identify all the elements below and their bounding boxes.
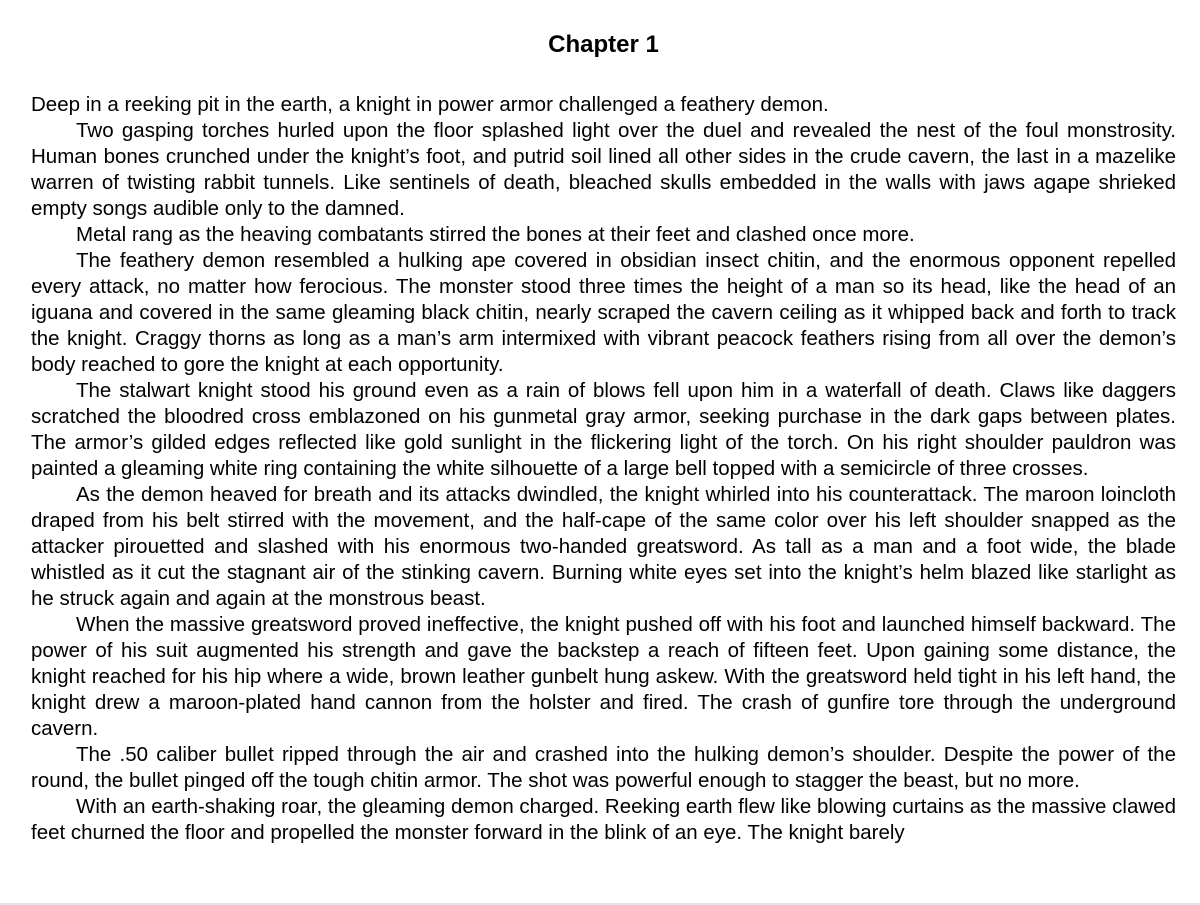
paragraph: Deep in a reeking pit in the earth, a knight in power armor challenged a feathery demon. — [31, 93, 829, 116]
paragraph: With an earth-shaking roar, the gleaming demon charged. Reeking earth flew like blowing curtains as the massive clawed feet churned the floor and propelled the monster forward in the blink of an eye. The knight barely — [31, 795, 1176, 844]
paragraph: When the massive greatsword proved ineffective, the knight pushed off with his foot and launched himself backward. The power of his suit augmented his strength and gave the backstep a reach of fifteen feet. Upon gaining some distance, the knight reached for his hip where a wide, brown leather gunbelt hung askew. With the greatsword held tight in his left hand, the knight drew a maroon-plated hand cannon from the holster and fired. The crash of gunfire tore through the underground cavern. — [31, 613, 1176, 740]
paragraph: Metal rang as the heaving combatants stirred the bones at their feet and clashed once more. — [76, 223, 915, 246]
paragraph: As the demon heaved for breath and its attacks dwindled, the knight whirled into his counterattack. The maroon loincloth draped from his belt stirred with the movement, and the half-cape of the same color over his left shoulder snapped as the attacker pirouetted and slashed with his enormous two-handed greatsword. As tall as a man and a foot wide, the blade whistled as it cut the stagnant air of the stinking cavern. Burning white eyes set into the knight’s helm blazed like starlight as he struck again and again at the monstrous beast. — [31, 483, 1176, 610]
paragraph: The .50 caliber bullet ripped through the air and crashed into the hulking demon’s shoulder. Despite the power of the round, the bullet pinged off the tough chitin armor. The shot was powerful enough to stagger the beast, but no more. — [31, 743, 1176, 792]
paragraph: The stalwart knight stood his ground even as a rain of blows fell upon him in a waterfall of death. Claws like daggers scratched the bloodred cross emblazoned on his gunmetal gray armor, seeking purchase in the dark gaps between plates. The armor’s gilded edges reflected like gold sunlight in the flickering light of the torch. On his right shoulder pauldron was painted a gleaming white ring containing the white silhouette of a large bell topped with a semicircle of three crosses. — [31, 379, 1176, 480]
paragraph: The feathery demon resembled a hulking ape covered in obsidian insect chitin, and the enormous opponent repelled every attack, no matter how ferocious. The monster stood three times the height of a man so its head, like the head of an iguana and covered in the same gleaming black chitin, nearly scraped the cavern ceiling as it whipped back and forth to track the knight. Craggy thorns as long as a man’s arm intermixed with vibrant peacock feathers rising from all over the demon’s body reached to gore the knight at each opportunity. — [31, 249, 1176, 376]
chapter-body — [31, 92, 1176, 846]
paragraph: Two gasping torches hurled upon the floor splashed light over the duel and revealed the nest of the foul monstrosity. Human bones crunched under the knight’s foot, and putrid soil lined all other sides in the crude cavern, the last in a mazelike warren of twisting rabbit tunnels. Like sentinels of death, bleached skulls embedded in the walls with jaws agape shrieked empty songs audible only to the damned. — [31, 119, 1176, 220]
chapter-title: Chapter 1 — [548, 31, 659, 58]
